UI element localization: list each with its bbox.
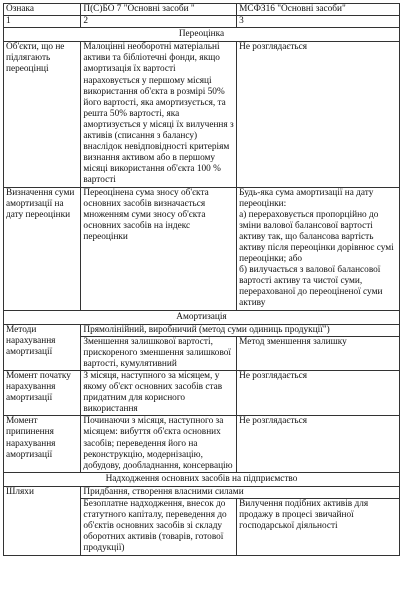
table-row [4, 416, 400, 472]
ps-cell: Переоцінена сума зносу об'єкта основних засобів визначається множенням суми зносу об'єкта основних засобів на індекс переоцінки [81, 187, 237, 310]
table-row [4, 42, 400, 187]
shared-cell: Прямолінійний, виробничий (метод суми одиниць продукції") [81, 324, 400, 336]
ps-cell: Зменшення залишкової вартості, прискореного зменшення залишкової вартості, кумулятивний [81, 336, 237, 370]
ifrs-cell: Не розглядається [237, 42, 400, 187]
shared-cell: Придбання, створення власними силами [81, 486, 400, 498]
section-row [4, 28, 400, 42]
ps-cell: Починаючи з місяця, наступного за місяцем: вибуття об'єкта основних засобів; переведення його на реконструкцію, модернізацію, добудову, дообладнання, консервацію [81, 416, 237, 472]
column-number: 2 [81, 16, 237, 28]
ps-cell: З місяця, наступного за місяцем, у якому об'єкт основних засобів став придатним для корисного використання [81, 371, 237, 416]
ps-cell: Малоцінні необоротні матеріальні активи та бібліотечні фонди, якщо амортизація їх вартості нараховується у першому місяці використання об'єкта в розмірі 50% його вартості, яка амортизується, та решта 50% вартості, яка амортизується у місяці їх вилучення з активів (списання з балансу) внаслідок невідповідності критеріям визнання активом або в першому місяці використання об'єкта 100 % вартості [81, 42, 237, 187]
section-title-depreciation: Амортизація [4, 310, 400, 324]
section-title-acquisition: Надходження основних засобів на підприємство [4, 472, 400, 486]
header-feature: Ознака [4, 4, 81, 16]
ifrs-cell: Вилучення подібних активів для продажу в процесі звичайної господарської діяльності [237, 499, 400, 555]
column-number: 3 [237, 16, 400, 28]
table-row [4, 486, 400, 498]
row-label: Об'єкти, що не підлягають переоцінці [4, 42, 81, 187]
ifrs-cell: Не розглядається [237, 416, 400, 472]
table-row [4, 324, 400, 336]
table-header-row [4, 4, 400, 16]
row-label: Визначення суми амортизації на дату переоцінки [4, 187, 81, 310]
ps-cell: Безоплатне надходження, внесок до статутного капіталу, переведення до об'єктів основних засобів зі складу оборотних активів (товарів, готової продукції) [81, 499, 237, 555]
column-number: 1 [4, 16, 81, 28]
comparison-table [3, 3, 400, 556]
table-row [4, 187, 400, 310]
ifrs-cell: Будь-яка сума амортизації на дату переоцінки: а) перераховується пропорційно до зміни валової балансової вартості активу так, що балансова вартість активу після переоцінки дорівнює сумі переоцінки; або б) вилучається з валової балансової вартості активу та чистої суми, перерахованої до переоціненої суми активу [237, 187, 400, 310]
ifrs-cell: Не розглядається [237, 371, 400, 416]
row-label: Шляхи [4, 486, 81, 555]
section-title-revaluation: Переоцінка [4, 28, 400, 42]
header-ifrs-16: МСФЗ16 "Основні засоби" [237, 4, 400, 16]
ifrs-cell: Метод зменшення залишку [237, 336, 400, 370]
section-row [4, 472, 400, 486]
column-number-row [4, 16, 400, 28]
row-label: Методи нарахування амортизації [4, 324, 81, 370]
section-row [4, 310, 400, 324]
table-row [4, 371, 400, 416]
row-label: Момент початку нарахування амортизації [4, 371, 81, 416]
header-ps-7: П(С)БО 7 "Основні засоби " [81, 4, 237, 16]
row-label: Момент припинення нарахування амортизації [4, 416, 81, 472]
